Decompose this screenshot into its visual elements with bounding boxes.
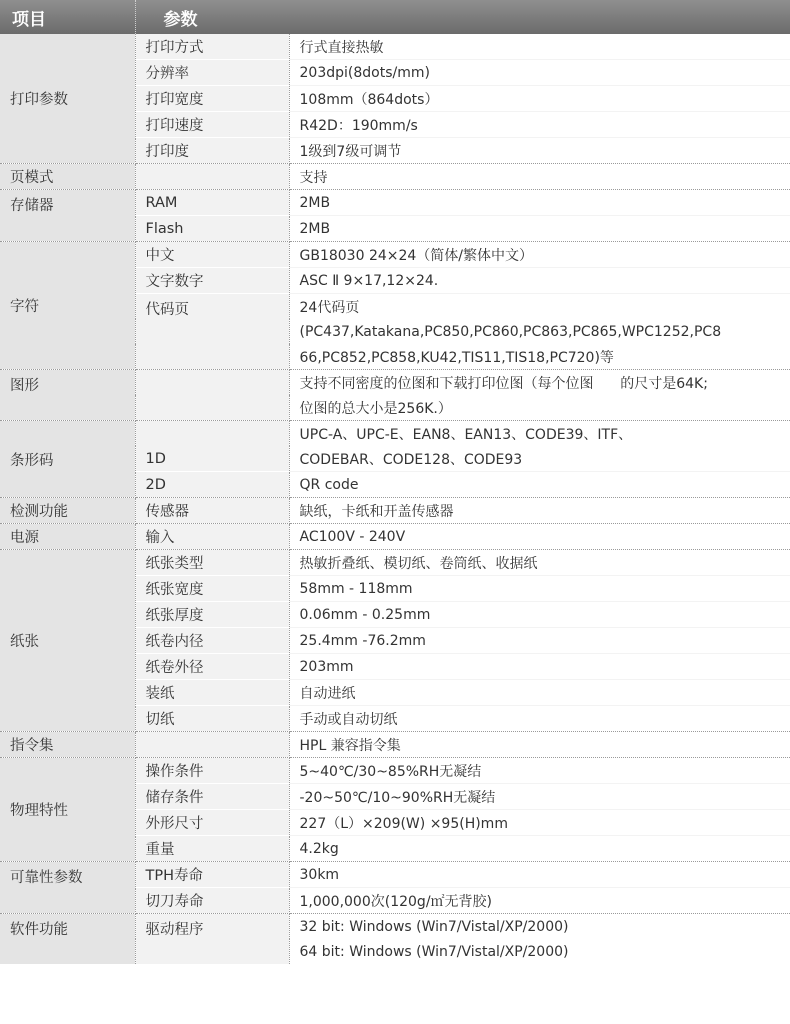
value-cell: 自动进纸	[289, 680, 790, 706]
table-row	[0, 914, 790, 940]
value-cell: 热敏折叠纸、模切纸、卷筒纸、收据纸	[289, 550, 790, 576]
subitem-cell: 文字数字	[135, 268, 289, 294]
category-cell: 电源	[0, 524, 135, 550]
table-row	[0, 242, 790, 268]
category-cell: 存储器	[0, 190, 135, 242]
value-cell: AC100V - 240V	[289, 524, 790, 550]
table-row	[0, 370, 790, 396]
subitem-cell: 纸张厚度	[135, 602, 289, 628]
table-row	[0, 550, 790, 576]
subitem-cell: RAM	[135, 190, 289, 216]
subitem-cell: 纸张宽度	[135, 576, 289, 602]
value-cell: 58mm - 118mm	[289, 576, 790, 602]
subitem-cell	[135, 732, 289, 758]
spec-body	[0, 34, 790, 964]
value-cell: 2MB	[289, 216, 790, 242]
category-cell: 检测功能	[0, 498, 135, 524]
subitem-cell: Flash	[135, 216, 289, 242]
value-cell: 4.2kg	[289, 836, 790, 862]
category-cell: 图形	[0, 370, 135, 421]
category-cell: 软件功能	[0, 914, 135, 965]
subitem-cell	[135, 164, 289, 190]
value-cell: 108mm（864dots）	[289, 86, 790, 112]
table-row	[0, 498, 790, 524]
category-cell: 页模式	[0, 164, 135, 190]
value-cell: 24代码页	[289, 294, 790, 320]
subitem-cell: 切纸	[135, 706, 289, 732]
subitem-cell: 打印度	[135, 138, 289, 164]
table-row	[0, 190, 790, 216]
subitem-cell: 纸张类型	[135, 550, 289, 576]
subitem-cell: 分辨率	[135, 60, 289, 86]
category-cell: 打印参数	[0, 34, 135, 164]
subitem-cell: 打印方式	[135, 34, 289, 60]
value-cell: 66,PC852,PC858,KU42,TIS11,TIS18,PC720)等	[289, 344, 790, 370]
table-row	[0, 34, 790, 60]
table-row	[0, 758, 790, 784]
subitem-cell: 1D	[135, 421, 289, 472]
value-cell: R42D：190mm/s	[289, 112, 790, 138]
table-row	[0, 164, 790, 190]
subitem-cell	[135, 370, 289, 421]
category-cell: 纸张	[0, 550, 135, 732]
subitem-cell: 打印宽度	[135, 86, 289, 112]
subitem-cell: 储存条件	[135, 784, 289, 810]
header-row	[0, 0, 790, 34]
subitem-cell: 驱动程序	[135, 914, 289, 965]
value-cell: CODEBAR、CODE128、CODE93	[289, 446, 790, 472]
header-param: 参数	[135, 0, 790, 34]
category-cell: 物理特性	[0, 758, 135, 862]
subitem-cell: 传感器	[135, 498, 289, 524]
subitem-cell: TPH寿命	[135, 862, 289, 888]
value-cell: 32 bit: Windows (Win7/Vistal/XP/2000)	[289, 914, 790, 940]
value-cell: 30km	[289, 862, 790, 888]
value-cell: 支持	[289, 164, 790, 190]
value-cell: 2MB	[289, 190, 790, 216]
table-row	[0, 421, 790, 447]
category-cell: 指令集	[0, 732, 135, 758]
value-cell: 1,000,000次(120g/㎡无背胶)	[289, 888, 790, 914]
value-cell: 64 bit: Windows (Win7/Vistal/XP/2000)	[289, 939, 790, 964]
subitem-cell: 代码页	[135, 294, 289, 370]
header-item: 项目	[0, 0, 135, 34]
value-cell: 行式直接热敏	[289, 34, 790, 60]
subitem-cell: 2D	[135, 472, 289, 498]
value-cell: QR code	[289, 472, 790, 498]
value-cell: 位图的总大小是256K.）	[289, 395, 790, 421]
subitem-cell: 纸卷外径	[135, 654, 289, 680]
subitem-cell: 中文	[135, 242, 289, 268]
subitem-cell: 装纸	[135, 680, 289, 706]
subitem-cell: 外形尺寸	[135, 810, 289, 836]
value-cell: ASC Ⅱ 9×17,12×24.	[289, 268, 790, 294]
table-row	[0, 732, 790, 758]
subitem-cell: 输入	[135, 524, 289, 550]
value-cell: 支持不同密度的位图和下载打印位图（每个位图 的尺寸是64K;	[289, 370, 790, 396]
category-cell: 条形码	[0, 421, 135, 498]
subitem-cell: 切刀寿命	[135, 888, 289, 914]
value-cell: UPC-A、UPC-E、EAN8、EAN13、CODE39、ITF、	[289, 421, 790, 447]
value-cell: GB18030 24×24（简体/繁体中文）	[289, 242, 790, 268]
value-cell: 5~40℃/30~85%RH无凝结	[289, 758, 790, 784]
value-cell: -20~50℃/10~90%RH无凝结	[289, 784, 790, 810]
value-cell: 手动或自动切纸	[289, 706, 790, 732]
subitem-cell: 操作条件	[135, 758, 289, 784]
value-cell: 25.4mm -76.2mm	[289, 628, 790, 654]
subitem-cell: 纸卷内径	[135, 628, 289, 654]
table-row	[0, 862, 790, 888]
subitem-cell: 打印速度	[135, 112, 289, 138]
value-cell: 203dpi(8dots/mm)	[289, 60, 790, 86]
value-cell: 缺纸，卡纸和开盖传感器	[289, 498, 790, 524]
category-cell: 可靠性参数	[0, 862, 135, 914]
value-cell: 227（L）×209(W) ×95(H)mm	[289, 810, 790, 836]
table-row	[0, 524, 790, 550]
value-cell: 203mm	[289, 654, 790, 680]
category-cell: 字符	[0, 242, 135, 370]
value-cell: (PC437,Katakana,PC850,PC860,PC863,PC865,WPC1252,PC8	[289, 319, 790, 344]
value-cell: 1级到7级可调节	[289, 138, 790, 164]
value-cell: 0.06mm - 0.25mm	[289, 602, 790, 628]
subitem-cell: 重量	[135, 836, 289, 862]
value-cell: HPL 兼容指令集	[289, 732, 790, 758]
